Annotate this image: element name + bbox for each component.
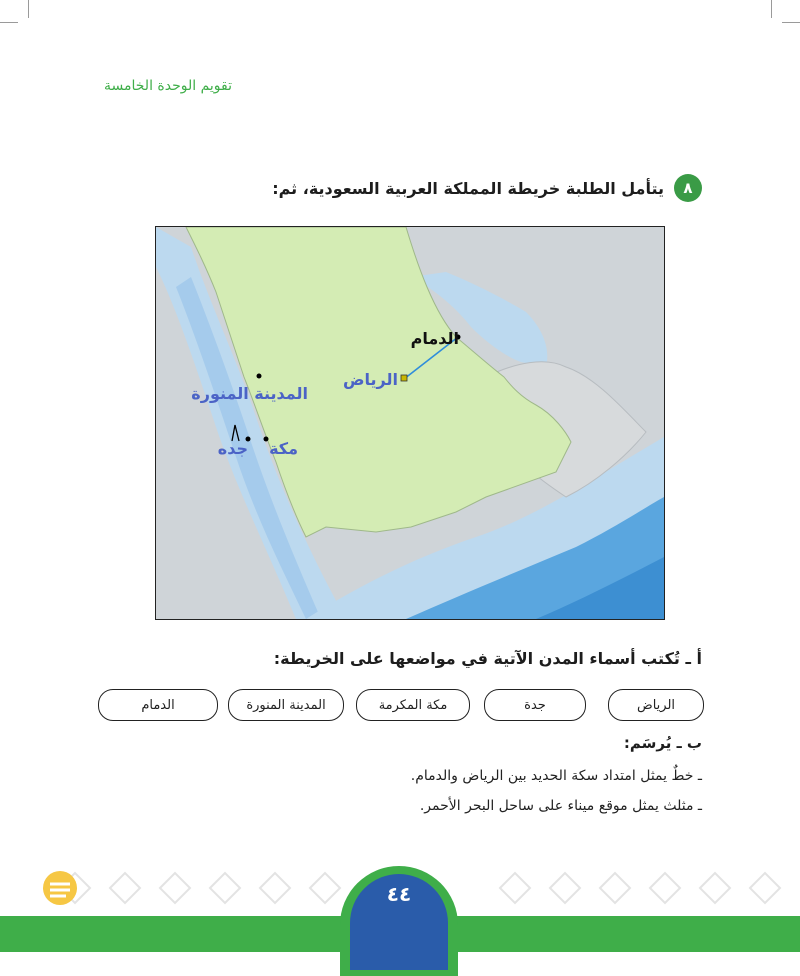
map-svg [156,227,664,619]
question-number-badge: ٨ [674,174,702,202]
city-chip-jeddah: جدة [484,689,586,721]
page-number: ٤٤ [386,882,412,906]
unit-title: تقويم الوحدة الخامسة [104,78,233,94]
label-jeddah: جده [217,439,248,458]
question-row [272,174,702,202]
part-a-prompt: أ ـ تُكتب أسماء المدن الآتية في مواضعها على الخريطة: [273,649,702,668]
part-b-item: ـ مثلث يمثل موقع ميناء على ساحل البحر الأحمر. [419,798,702,814]
question-prompt: يتأمل الطلبة خريطة المملكة العربية السعودية، ثم: [272,178,664,198]
city-chip-makkah: مكة المكرمة [356,689,470,721]
label-makkah: مكة [269,439,298,458]
saudi-map [155,226,665,620]
label-dammam: الدمام [410,329,459,348]
publisher-logo-icon [40,868,80,908]
part-b-item: ـ خطٌ يمثل امتداد سكة الحديد بين الرياض والدمام. [410,768,702,784]
crop-mark [28,0,29,18]
city-chips [100,689,704,721]
part-b-prompt: ب ـ يُرسَم: [623,734,702,752]
label-riyadh: الرياض [343,370,398,389]
riyadh-marker [401,375,407,381]
city-chip-dammam: الدمام [98,689,218,721]
crop-mark [771,0,772,18]
crop-mark [0,22,18,23]
madinah-dot [257,374,262,379]
city-chip-riyadh: الرياض [608,689,704,721]
city-chip-madinah: المدينة المنورة [228,689,344,721]
makkah-dot [264,437,269,442]
crop-mark [782,22,800,23]
label-madinah: المدينة المنورة [191,384,308,403]
